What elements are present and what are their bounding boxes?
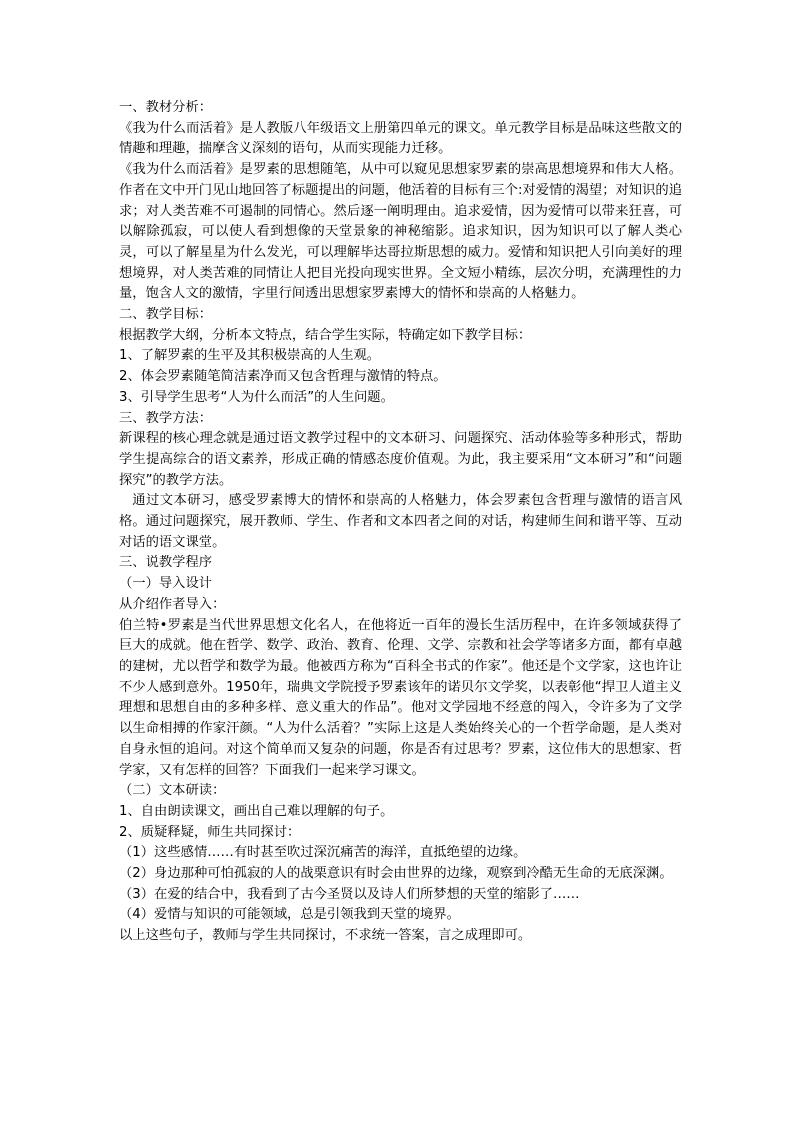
subheading-introduction: （一）导入设计 [119, 576, 213, 592]
discussion-sentence-1: （1）这些感情……有时甚至吹过深沉痛苦的海洋，直抵绝望的边缘。 [119, 845, 527, 861]
subheading-text-reading: （二）文本研读： [119, 783, 226, 799]
paragraph-methods-detail: 通过文本研习，感受罗素博大的情怀和崇高的人格魅力，体会罗素包含哲理与激情的语言风格。通过问题探究，展开教师、学生、作者和文本四者之间的对话，构建师生间和谐平等、互动对话的语文课堂。 [119, 493, 682, 550]
paragraph-objectives-intro: 根据教学大纲，分析本文特点，结合学生实际，特确定如下教学目标： [119, 327, 532, 343]
heading-teaching-objectives: 二、教学目标： [119, 307, 213, 323]
paragraph-author-bio: 伯兰特•罗素是当代世界思想文化名人，在他将近一百年的漫长生活历程中，在许多领域获得了巨大的成就。他在哲学、数学、政治、教育、伦理、文学、宗教和社会学等诸多方面，都有卓越的建树，尤以哲学和数学为最。他被西方称为“百科全书式的作家”。他还是个文学家，这也许让不少人感到意外。1950年，瑞典文学院授予罗素该年的诺贝尔文学奖，以表彰他“捍卫人道主义理想和思想自由的多种多样、意义重大的作品”。他对文学园地不经意的闯入，令许多为了文学以生命相搏的作家汗颜。“人为什么活着？”实际上这是人类始终关心的一个哲学命题，是人类对自身永恒的追问。对这个简单而又复杂的问题，你是否有过思考？罗素，这位伟大的思想家、哲学家，又有怎样的回答？下面我们一起来学习课文。 [119, 617, 682, 778]
discussion-sentence-4: （4）爱情与知识的可能领域，总是引领我到天堂的境界。 [119, 907, 460, 923]
paragraph-methods: 新课程的核心理念就是通过语文教学过程中的文本研习、问题探究、活动体验等多种形式，帮助学生提高综合的语文素养，形成正确的情感态度价值观。为此，我主要采用“文本研习”和“问题探究”的教学方法。 [119, 431, 682, 488]
objective-item-1: 1、了解罗素的生平及其积极崇高的人生观。 [119, 348, 381, 364]
discussion-sentence-3: （3）在爱的结合中，我看到了古今圣贤以及诗人们所梦想的天堂的缩影了…… [119, 886, 580, 902]
paragraph-text-analysis: 《我为什么而活着》是罗素的思想随笔，从中可以窥见思想家罗素的崇高思想境界和伟大人格。作者在文中开门见山地回答了标题提出的问题，他活着的目标有三个:对爱情的渴望；对知识的追求；对人类苦难不可遏制的同情心。然后逐一阐明理由。追求爱情，因为爱情可以带来狂喜，可以解除孤寂，可以使人看到想像的天堂景象的神秘缩影。追求知识，因为知识可以了解人类心灵，可以了解星星为什么发光，可以理解毕达哥拉斯思想的威力。爱情和知识把人引向美好的理想境界，对人类苦难的同情让人把目光投向现实世界。全文短小精练，层次分明，充满理性的力量，饱含人文的激情，字里行间透出思想家罗素博大的情怀和崇高的人格魅力。 [119, 162, 682, 302]
reading-step-1: 1、自由朗读课文，画出自己难以理解的句子。 [119, 803, 394, 819]
discussion-sentence-2: （2）身边那种可怕孤寂的人的战栗意识有时会由世界的边缘，观察到冷酷无生命的无底深渊。 [119, 866, 673, 882]
heading-teaching-procedure: 三、说教学程序 [119, 555, 213, 571]
paragraph-conclusion: 以上这些句子，教师与学生共同探讨，不求统一答案，言之成理即可。 [119, 928, 532, 944]
heading-teaching-methods: 三、教学方法： [119, 410, 213, 426]
reading-step-2: 2、质疑释疑，师生共同探讨： [119, 824, 301, 840]
document-body [119, 98, 682, 947]
objective-item-2: 2、体会罗素随笔简洁素净而又包含哲理与激情的特点。 [119, 369, 447, 385]
paragraph-unit-goals: 《我为什么而活着》是人教版八年级语文上册第四单元的课文。单元教学目标是品味这些散文的情趣和理趣，揣摩含义深刻的语句，从而实现能力迁移。 [119, 120, 682, 157]
objective-item-3: 3、引导学生思考“人为什么而活”的人生问题。 [119, 389, 394, 405]
heading-textbook-analysis: 一、教材分析： [119, 100, 213, 115]
paragraph-intro-author: 从介绍作者导入： [119, 596, 226, 612]
